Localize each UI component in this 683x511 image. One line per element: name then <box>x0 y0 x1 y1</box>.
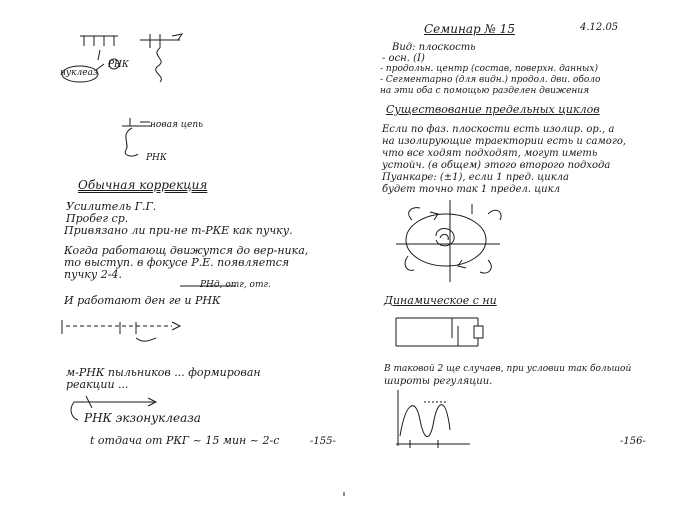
page-title: Семинар № 15 <box>424 22 515 36</box>
note-line: Пуанкаре: (±1), если 1 пред. цикла <box>382 172 569 183</box>
note-line: Если по фаз. плоскости есть изолир. ор., а <box>382 124 615 135</box>
note-line: - продольн. центр (состав, поверхн. данных) <box>380 64 598 74</box>
note-line: - Сегментарно (для видн.) продол. дви. оболо <box>380 75 601 85</box>
note-line: будет точно так 1 предел. цикл <box>382 184 560 195</box>
note-line: Усилитель Г.Г. <box>66 200 157 213</box>
arrow-sketch <box>71 396 156 420</box>
section-heading: Существование предельных циклов <box>386 103 600 116</box>
small-label: РНК <box>108 60 129 70</box>
note-line: t отдача от РКГ ~ 15 мин ~ 2-с <box>90 434 280 447</box>
note-line: Вид: плоскость <box>392 42 476 53</box>
note-line: реакции ... <box>66 378 129 391</box>
note-line: на изолирующие траектории есть и самого, <box>382 136 627 147</box>
note-line: И работают ден ге и РНК <box>64 294 221 307</box>
small-label: РНК <box>146 153 167 163</box>
page-number: -155- <box>310 436 336 447</box>
loop-sketch <box>122 118 152 156</box>
section-heading: Обычная коррекция <box>78 178 208 192</box>
note-line: пучку 2-4. <box>64 268 122 281</box>
note-line: м-РНК пыльников ... формирован <box>66 366 261 379</box>
note-line: что все ходят подходят, могут иметь <box>382 148 598 159</box>
limit-cycle-figure <box>396 200 501 282</box>
note-line: Пробег ср. <box>66 212 129 225</box>
note-line: на эти оба с помощью разделен движения <box>380 86 590 96</box>
note-line: Когда работающ движутся до вер-ника, <box>64 244 309 257</box>
small-label: новая цепь <box>150 120 204 130</box>
note-line: Привязано ли при-не т-РКЕ как пучку. <box>64 224 293 237</box>
replication-fork-sketch <box>62 34 182 82</box>
oscillation-plot <box>396 390 470 448</box>
page-number: -156- <box>620 436 646 447</box>
circuit-sketch <box>396 318 483 346</box>
section-heading: Динамическое с ни <box>384 294 497 307</box>
note-line: устойч. (в общем) этого второго подхода <box>382 160 611 171</box>
note-line: РНК экзонуклеаза <box>84 411 201 425</box>
note-line: - осн. (I) <box>382 53 425 64</box>
note-line: широты регуляции. <box>384 376 493 387</box>
page-date: 4.12.05 <box>580 22 619 33</box>
note-line: то выступ. в фокусе Р.Е. появляется <box>64 256 290 269</box>
note-line: В таковой 2 ще случаев, при условии так большой <box>384 364 632 374</box>
note-line: РНд, отг, отг. <box>200 280 271 290</box>
small-label: нуклеаз <box>60 68 98 78</box>
strand-diagram <box>62 320 180 341</box>
